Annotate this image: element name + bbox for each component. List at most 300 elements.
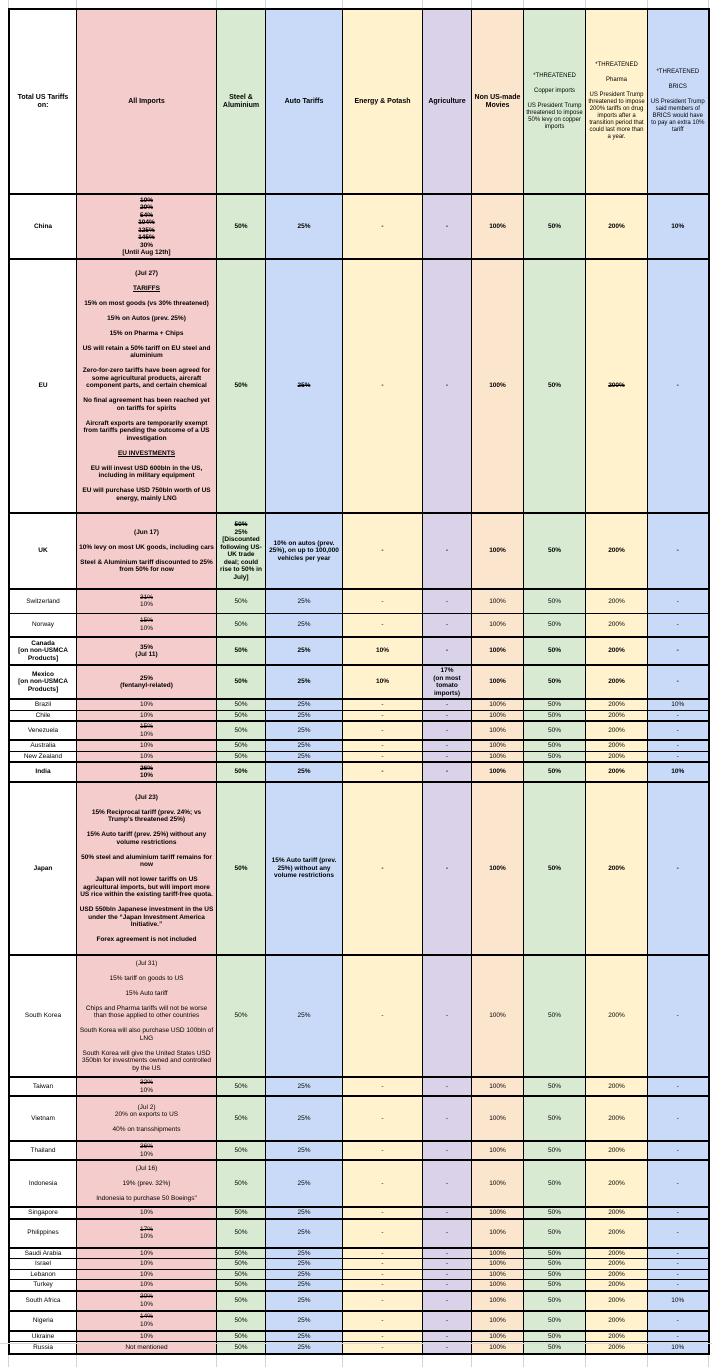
country-cell — [9, 589, 77, 613]
cell-line: 10% — [139, 1086, 153, 1094]
cell-line: - — [676, 1229, 679, 1237]
gridline-stub — [422, 1355, 423, 1367]
cell-line: 100% — [489, 647, 506, 655]
cell-line: - — [676, 621, 679, 628]
cell-line: (fentanyl-related) — [120, 682, 173, 689]
cell-line: 200% — [608, 701, 625, 708]
gridline-stub — [523, 0, 524, 8]
cell-line — [79, 322, 214, 330]
table-row-japan — [9, 782, 709, 955]
cell-steel — [217, 1280, 266, 1291]
cell-movies — [472, 1269, 524, 1280]
cell-movies — [472, 1311, 524, 1331]
cell-line — [79, 1020, 214, 1028]
cell-line: 10% — [139, 601, 153, 609]
country-cell — [9, 1141, 77, 1160]
cell-line: 50% — [547, 647, 561, 655]
cell-line: - — [445, 1316, 449, 1324]
cell-line: - — [381, 1114, 384, 1122]
cell-line: - — [445, 701, 449, 708]
corner-header: Total US Tariffs on: — [9, 9, 77, 194]
cell-line: 50% — [234, 1270, 248, 1278]
gridline-horizontal — [0, 1343, 712, 1344]
cell-line: 200% — [608, 597, 625, 605]
cell-all — [77, 710, 217, 721]
cell-agri — [423, 782, 472, 955]
cell-energy — [343, 721, 423, 740]
cell-energy — [343, 751, 423, 762]
cell-agri — [423, 1269, 472, 1280]
cell-line: Movies — [485, 101, 510, 109]
cell-line: - — [445, 864, 449, 872]
cell-all — [77, 589, 217, 613]
cell-line: 10% — [139, 701, 153, 708]
cell-line: - — [676, 1012, 679, 1020]
cell-line: 50% — [234, 768, 248, 776]
cell-line: 10% — [139, 1233, 153, 1240]
cell-brics — [648, 1311, 709, 1331]
cell-copper — [524, 721, 586, 740]
cell-line: Pharma — [605, 77, 627, 83]
cell-line: 50% — [547, 1316, 561, 1324]
cell-brics — [648, 699, 709, 710]
cell-line: 10% — [139, 1249, 153, 1257]
cell-line: 100% — [489, 1012, 506, 1020]
cell-steel — [217, 710, 266, 721]
cell-energy — [343, 1096, 423, 1141]
cell-line: 25% — [297, 1281, 311, 1288]
cell-line: - — [445, 547, 449, 555]
cell-line: BRICS — [668, 84, 687, 90]
column-header-all — [77, 9, 217, 194]
cell-all — [77, 1291, 217, 1311]
cell-line: 100% — [489, 1082, 506, 1090]
cell-line: - — [445, 768, 449, 776]
table-row-switzerland — [9, 589, 709, 613]
cell-pharma — [586, 710, 648, 721]
cell-line: - — [445, 711, 449, 719]
cell-line: 50% — [234, 1082, 248, 1090]
cell-line: (Jul 11) — [135, 651, 158, 658]
cell-brics — [648, 1331, 709, 1342]
cell-copper — [524, 637, 586, 665]
cell-agri — [423, 762, 472, 782]
cell-copper — [524, 1077, 586, 1096]
cell-line: US President Trump threatened to impose 200% tariffs on drug imports after a transition period that could last more than a year. — [588, 92, 645, 140]
cell-line: 50% — [234, 521, 248, 528]
cell-line: 100% — [489, 742, 506, 749]
cell-line: New Zealand — [23, 752, 63, 760]
cell-agri — [423, 637, 472, 665]
cell-line: 100% — [489, 1179, 506, 1187]
cell-energy — [343, 1141, 423, 1160]
cell-agri — [423, 589, 472, 613]
cell-movies — [472, 782, 524, 955]
cell-pharma — [586, 613, 648, 637]
cell-line — [526, 95, 583, 103]
cell-line — [79, 360, 214, 368]
cell-line: 10% — [139, 752, 153, 760]
cell-movies — [472, 665, 524, 699]
cell-auto — [266, 637, 343, 665]
cell-energy — [343, 955, 423, 1077]
cell-auto — [266, 1248, 343, 1259]
cell-line: 25% — [297, 711, 311, 719]
cell-steel — [217, 589, 266, 613]
cell-line — [79, 277, 214, 285]
gridline-stub — [265, 1355, 266, 1367]
cell-movies — [472, 613, 524, 637]
cell-line: 10% — [671, 768, 685, 776]
cell-line: - — [445, 1082, 449, 1090]
cell-line: Nigeria — [32, 1316, 54, 1324]
column-header-auto — [266, 9, 343, 194]
cell-line: 100% — [489, 1316, 506, 1324]
column-header-brics — [648, 9, 709, 194]
cell-line: *THREATENED — [595, 62, 638, 68]
cell-line: 10% — [139, 1270, 153, 1278]
country-cell — [9, 721, 77, 740]
cell-line: 30% — [139, 241, 153, 249]
cell-line — [79, 967, 214, 975]
cell-line: 100% — [489, 1209, 506, 1216]
cell-line: 50% — [547, 222, 561, 230]
cell-line — [79, 982, 214, 990]
cell-auto — [266, 1280, 343, 1291]
cell-agri — [423, 1311, 472, 1331]
cell-line: Taiwan — [32, 1082, 54, 1090]
cell-agri — [423, 1291, 472, 1311]
cell-line: - — [676, 742, 679, 749]
cell-line: 50% — [547, 1260, 561, 1267]
cell-line: 10% — [375, 647, 389, 655]
cell-line — [79, 824, 214, 832]
cell-pharma — [586, 1280, 648, 1291]
cell-copper — [524, 762, 586, 782]
cell-brics — [648, 1077, 709, 1096]
gridline-stub — [265, 0, 266, 8]
cell-all — [77, 194, 217, 259]
cell-line: 50% — [547, 1296, 561, 1304]
cell-auto — [266, 1160, 343, 1207]
cell-line: 25% — [297, 647, 311, 655]
table-row-singapore — [9, 1207, 709, 1219]
cell-line: 200% — [608, 222, 625, 230]
cell-line: South Korea will give the United States USD 350bln for investments owned and controlled by the US — [82, 1049, 211, 1072]
cell-pharma — [586, 699, 648, 710]
cell-line: 15% on Autos (prev. 25%) — [107, 314, 186, 322]
cell-pharma — [586, 955, 648, 1077]
cell-movies — [472, 1207, 524, 1219]
cell-line: 25% — [297, 382, 311, 390]
cell-line: - — [445, 382, 449, 390]
cell-auto — [266, 782, 343, 955]
cell-movies — [472, 699, 524, 710]
cell-brics — [648, 1141, 709, 1160]
cell-line: 50% — [234, 597, 248, 605]
cell-line: (Jul 27) — [135, 269, 158, 277]
cell-line: 50% — [234, 1012, 248, 1020]
cell-line: - — [676, 711, 679, 719]
cell-brics — [648, 1280, 709, 1291]
cell-line: 200% — [608, 1229, 625, 1237]
cell-line: 25% — [297, 1343, 311, 1351]
cell-line: South Korea will also purchase USD 100bln of LNG — [79, 1027, 214, 1042]
cell-agri — [423, 513, 472, 589]
cell-auto — [266, 1077, 343, 1096]
cell-line — [79, 846, 214, 854]
cell-line: Japan will not lower tariffs on US agricultural imports, but will import more US rice within the existing tariff-free quota. — [80, 876, 213, 898]
cell-line: Saudi Arabia — [24, 1249, 62, 1257]
cell-line: - — [676, 1260, 679, 1267]
table-row-brazil — [9, 699, 709, 710]
cell-agri — [423, 665, 472, 699]
cell-copper — [524, 513, 586, 589]
cell-all — [77, 1077, 217, 1096]
gridline-stub — [647, 0, 648, 8]
cell-line: - — [445, 647, 449, 655]
cell-line: - — [381, 621, 384, 628]
cell-line: Aluminium — [222, 101, 260, 109]
cell-line: 25% — [297, 1179, 311, 1187]
gridline-stub — [422, 0, 423, 8]
cell-line: 100% — [489, 1343, 506, 1351]
cell-line: - — [676, 864, 679, 872]
cell-line: Chile — [35, 711, 51, 719]
cell-brics — [648, 710, 709, 721]
cell-line: USD 550bln Japanese investment in the US under the “Japan Investment America Initiative.” — [79, 906, 214, 928]
cell-line: 50% — [234, 1114, 248, 1122]
cell-line: 25% — [297, 1296, 311, 1304]
cell-line: US President Trump said members of BRICS would have to pay an extra 10% tariff — [650, 99, 705, 133]
cell-line: 200% — [608, 382, 625, 390]
cell-brics — [648, 782, 709, 955]
cell-line: 15% Auto tariff — [125, 989, 168, 997]
cell-line: 200% — [608, 768, 625, 776]
cell-steel — [217, 721, 266, 740]
cell-line: EU — [38, 382, 48, 390]
cell-line — [79, 390, 214, 398]
country-cell — [9, 955, 77, 1077]
cell-steel — [217, 1248, 266, 1259]
cell-auto — [266, 740, 343, 751]
cell-steel — [217, 1291, 266, 1311]
cell-line: 200% — [608, 726, 625, 734]
table-row-israel — [9, 1259, 709, 1270]
cell-line: - — [381, 1179, 384, 1187]
cell-line: 50% — [234, 1316, 248, 1324]
cell-movies — [472, 955, 524, 1077]
cell-steel — [217, 1311, 266, 1331]
cell-line: 200% — [608, 1260, 625, 1267]
cell-line: 100% — [489, 1270, 506, 1278]
cell-energy — [343, 762, 423, 782]
cell-pharma — [586, 782, 648, 955]
cell-line: - — [445, 1146, 449, 1154]
cell-line: 25% — [297, 678, 311, 686]
cell-steel — [217, 513, 266, 589]
cell-line: China — [33, 222, 53, 230]
cell-line: Zero-for-zero tariffs have been agreed for some agricultural products, aircraft component parts, and certain chemical — [82, 367, 211, 390]
cell-line: 10% — [671, 1343, 685, 1351]
cell-line: 100% — [489, 768, 506, 776]
table-row-eu — [9, 259, 709, 513]
cell-line: 10% levy on most UK goods, including cars — [79, 543, 214, 551]
cell-line: 10% — [139, 624, 153, 632]
cell-line: 31% — [139, 593, 153, 601]
table-row-new-zealand — [9, 751, 709, 762]
cell-line: - — [676, 1209, 679, 1216]
cell-copper — [524, 1219, 586, 1248]
cell-energy — [343, 740, 423, 751]
cell-all — [77, 1280, 217, 1291]
cell-all — [77, 1096, 217, 1141]
cell-line: 50% — [547, 726, 561, 734]
cell-line — [79, 412, 214, 420]
country-cell — [9, 513, 77, 589]
cell-line: 10% — [671, 1296, 685, 1304]
country-cell — [9, 194, 77, 259]
cell-copper — [524, 740, 586, 751]
cell-line: 50% — [234, 1179, 248, 1187]
cell-line: 36% — [139, 1143, 153, 1150]
cell-line: 100% — [489, 597, 506, 605]
cell-agri — [423, 1207, 472, 1219]
cell-movies — [472, 710, 524, 721]
cell-line: 200% — [608, 547, 625, 555]
country-cell — [9, 613, 77, 637]
cell-copper — [524, 613, 586, 637]
cell-line: 10% — [139, 1320, 153, 1328]
cell-line: Lebanon — [30, 1270, 56, 1278]
cell-line: 10% — [139, 1150, 153, 1158]
table-row-mexico — [9, 665, 709, 699]
cell-steel — [217, 1077, 266, 1096]
cell-line: 10% — [139, 1260, 153, 1267]
cell-line: 100% — [489, 621, 506, 628]
table-row-indonesia — [9, 1160, 709, 1207]
cell-line: 200% — [608, 647, 625, 655]
cell-movies — [472, 1259, 524, 1270]
cell-copper — [524, 710, 586, 721]
cell-auto — [266, 194, 343, 259]
cell-line: *THREATENED — [656, 69, 700, 75]
cell-agri — [423, 1160, 472, 1207]
country-cell — [9, 1219, 77, 1248]
cell-line: South Korea — [24, 1012, 62, 1020]
cell-line: Vietnam — [31, 1114, 55, 1122]
cell-pharma — [586, 1207, 648, 1219]
cell-energy — [343, 782, 423, 955]
cell-pharma — [586, 1160, 648, 1207]
cell-movies — [472, 589, 524, 613]
cell-all — [77, 751, 217, 762]
cell-line: 25% — [297, 222, 311, 230]
cell-line: Ukraine — [31, 1332, 55, 1340]
cell-line: - — [445, 742, 449, 749]
cell-line: 200% — [608, 1082, 625, 1090]
cell-all — [77, 762, 217, 782]
country-cell — [9, 1077, 77, 1096]
cell-energy — [343, 1259, 423, 1270]
gridline-stub — [216, 0, 217, 8]
cell-line: 50% — [547, 864, 561, 872]
cell-line: Brazil — [34, 701, 52, 708]
cell-line: 50% — [547, 1270, 561, 1278]
cell-line: 200% — [608, 752, 625, 760]
cell-line: 100% — [489, 1260, 506, 1267]
cell-line — [79, 337, 214, 345]
country-cell — [9, 1096, 77, 1141]
cell-auto — [266, 751, 343, 762]
cell-auto — [266, 513, 343, 589]
cell-line: - — [381, 1281, 384, 1288]
cell-line: 10% — [139, 1209, 153, 1216]
cell-brics — [648, 1269, 709, 1280]
country-cell — [9, 699, 77, 710]
cell-line: 100% — [489, 752, 506, 760]
cell-line: - — [381, 222, 384, 230]
cell-line: 30% — [139, 1293, 153, 1300]
cell-agri — [423, 1077, 472, 1096]
table-row-lebanon — [9, 1269, 709, 1280]
cell-agri — [423, 955, 472, 1077]
cell-line: 104% — [138, 219, 155, 226]
cell-line — [588, 70, 645, 78]
cell-line: 15% Auto tariff (prev. 25%) without any volume restrictions — [86, 831, 207, 846]
cell-line: 50% — [547, 1229, 561, 1237]
cell-line: 50% — [234, 1209, 248, 1216]
cell-line — [79, 292, 214, 300]
cell-line: 200% — [608, 1270, 625, 1278]
cell-line: 10% — [139, 711, 153, 719]
cell-auto — [266, 1331, 343, 1342]
cell-auto — [266, 1219, 343, 1248]
cell-steel — [217, 751, 266, 762]
cell-line: UK — [38, 547, 48, 555]
cell-all — [77, 782, 217, 955]
cell-line: Philippines — [27, 1229, 59, 1237]
cell-line: 50% — [234, 864, 248, 872]
table-row-venezuela — [9, 721, 709, 740]
cell-line: 10% on autos (prev. 25%), on up to 100,000 vehicles per year — [269, 539, 339, 562]
cell-line: - — [381, 1209, 384, 1216]
cell-brics — [648, 740, 709, 751]
cell-energy — [343, 699, 423, 710]
cell-auto — [266, 762, 343, 782]
cell-line: - — [445, 1229, 449, 1237]
cell-line: 25% — [297, 726, 311, 734]
cell-line — [79, 442, 214, 450]
cell-auto — [266, 1311, 343, 1331]
cell-line: 25% — [297, 1209, 311, 1216]
cell-energy — [343, 637, 423, 665]
cell-line: 50% — [547, 1249, 561, 1257]
sheet-area — [8, 8, 710, 1355]
gridline-stub — [76, 0, 77, 8]
cell-line: 17% — [139, 1225, 153, 1233]
cell-line: 50% — [234, 647, 248, 655]
cell-pharma — [586, 1311, 648, 1331]
cell-line: - — [676, 1316, 679, 1324]
cell-line: 19% (prev. 32%) — [122, 1179, 171, 1187]
table-row-canada — [9, 637, 709, 665]
cell-line: 145% — [138, 234, 155, 241]
cell-line: - — [676, 1146, 679, 1154]
cell-brics — [648, 613, 709, 637]
cell-auto — [266, 1291, 343, 1311]
cell-auto — [266, 1096, 343, 1141]
